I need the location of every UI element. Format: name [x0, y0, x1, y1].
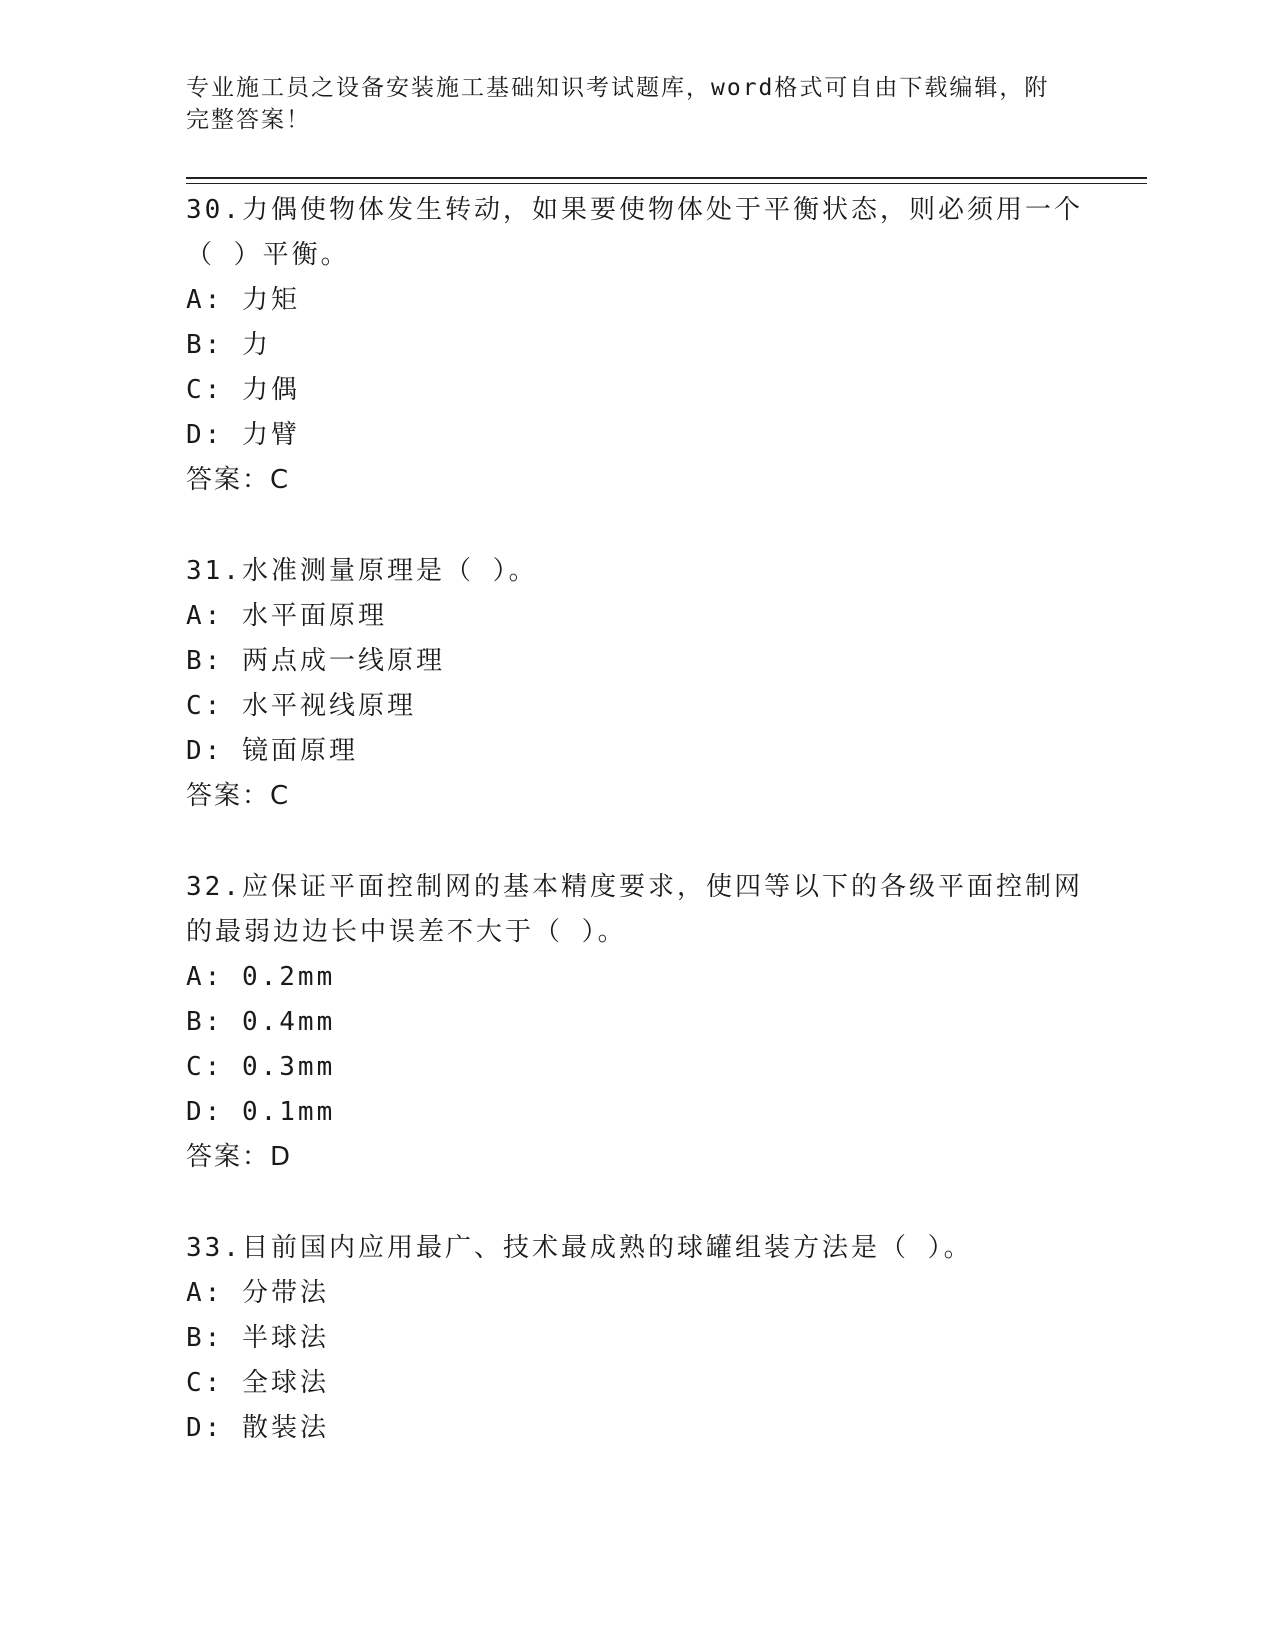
question-30	[186, 188, 1086, 503]
question-33	[186, 1226, 1086, 1451]
option-a: A: 水平面原理	[186, 601, 387, 631]
option-a: A: 分带法	[186, 1278, 329, 1308]
option-c: C: 水平视线原理	[186, 691, 416, 721]
header-divider-thick	[186, 177, 1147, 179]
option-c: C: 力偶	[186, 375, 300, 405]
question-31	[186, 549, 1086, 819]
option-d: D: 0.1mm	[186, 1097, 336, 1127]
question-stem: 30.力偶使物体发生转动，如果要使物体处于平衡状态，则必须用一个（ ）平衡。	[186, 195, 1083, 270]
option-b: B: 半球法	[186, 1323, 329, 1353]
answer-line: 答案：C	[186, 781, 291, 811]
option-a: A: 力矩	[186, 285, 300, 315]
answer-line: 答案：D	[186, 1142, 293, 1172]
document-header: 专业施工员之设备安装施工基础知识考试题库，word格式可自由下载编辑，附完整答案！	[186, 75, 1050, 133]
question-stem: 31.水准测量原理是（ ）。	[186, 556, 538, 586]
question-stem: 33.目前国内应用最广、技术最成熟的球罐组装方法是（ ）。	[186, 1233, 973, 1263]
option-d: D: 散装法	[186, 1413, 329, 1443]
answer-line: 答案：C	[186, 465, 291, 495]
option-b: B: 两点成一线原理	[186, 646, 445, 676]
option-d: D: 力臂	[186, 420, 300, 450]
question-32	[186, 865, 1086, 1180]
header-divider-thin	[186, 183, 1147, 184]
option-b: B: 力	[186, 330, 271, 360]
option-a: A: 0.2mm	[186, 962, 336, 992]
question-list	[186, 188, 1086, 1497]
option-c: C: 0.3mm	[186, 1052, 336, 1082]
option-b: B: 0.4mm	[186, 1007, 336, 1037]
option-c: C: 全球法	[186, 1368, 329, 1398]
question-stem: 32.应保证平面控制网的基本精度要求，使四等以下的各级平面控制网的最弱边边长中误差不大于（ ）。	[186, 872, 1083, 947]
option-d: D: 镜面原理	[186, 736, 358, 766]
